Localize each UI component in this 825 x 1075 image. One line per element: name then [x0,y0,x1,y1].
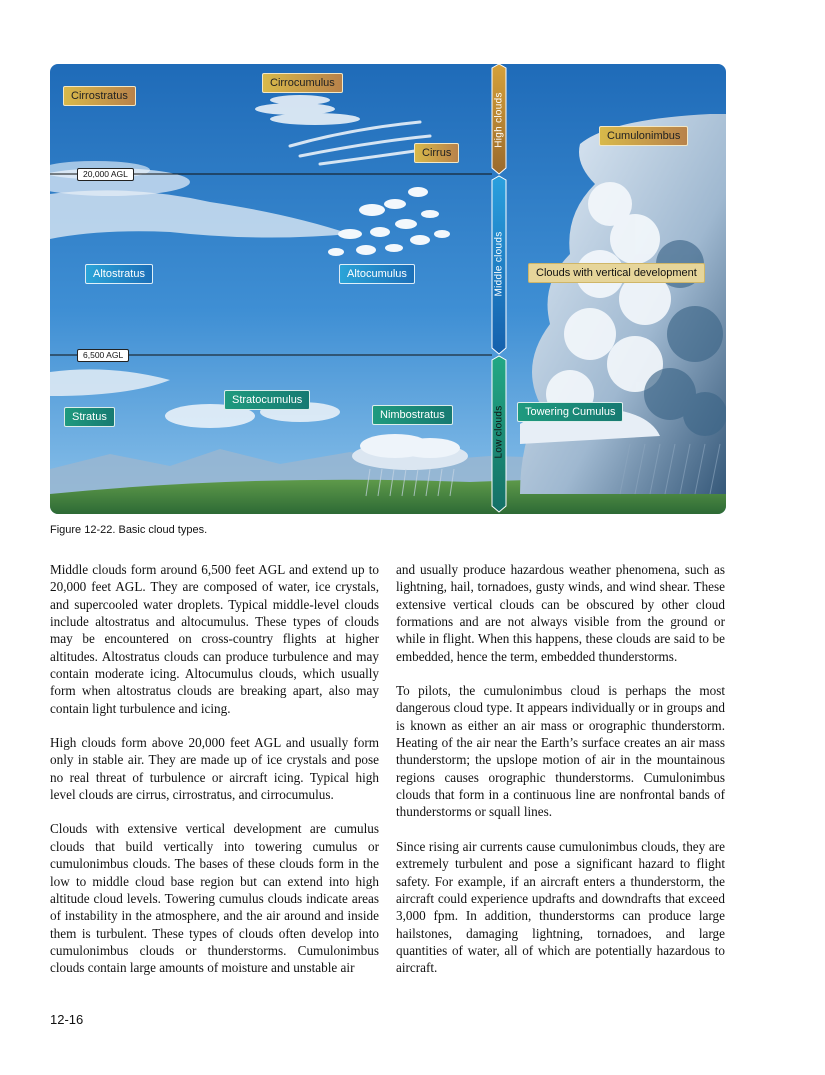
text-column-left [50,561,379,994]
label-nimbostratus: Nimbostratus [372,405,453,425]
label-cumulonimbus: Cumulonimbus [599,126,688,146]
label-cirrocumulus: Cirrocumulus [262,73,343,93]
label-stratocumulus: Stratocumulus [224,390,310,410]
agl-6500-marker: 6,500 AGL [77,349,129,362]
paragraph: To pilots, the cumulonimbus cloud is perhaps the most dangerous cloud type. It appears individually or in groups and is known as either an air mass or orographic thunderstorm. Heating of the air near the Earth’s surface creates an air mass thunderstorm; the upslope motion of air in the mountainous regions causes orographic thunderstorms. Cumulonimbus clouds that form in a continuous line are nonfrontal bands of thunderstorms or squall lines. [396,683,725,820]
paragraph: High clouds form above 20,000 feet AGL and usually form only in stable air. They are made up of ice crystals and pose no real threat of turbulence or aircraft icing. Typical high level clouds are cirrus, cirrostratus, and cirrocumulus. [50,735,379,803]
agl-20000-marker: 20,000 AGL [77,168,134,181]
page-number: 12-16 [50,1012,84,1027]
label-cirrostratus: Cirrostratus [63,86,136,106]
label-stratus: Stratus [64,407,115,427]
paragraph: Clouds with extensive vertical development are cumulus clouds that build vertically into towering cumulus or cumulonimbus clouds. The bases of these clouds form in the low to middle cloud base region but can extend into high altitude cloud levels. Towering cumulus clouds indicate areas of instability in the atmosphere, and the air around and inside them is turbulent. These types of clouds often develop into cumulonimbus clouds or thunderstorms. Cumulonimbus clouds contain large amounts of moisture and unstable air [50,821,379,976]
text-column-right [396,561,725,994]
label-cirrus: Cirrus [414,143,459,163]
paragraph: and usually produce hazardous weather phenomena, such as lightning, hail, tornadoes, gusty winds, and wind shear. These extensive vertical clouds can be obscured by other cloud formations and are not always visible from the ground or while in flight. When this happens, these clouds are said to be embedded, hence the term, embedded thunderstorms. [396,562,725,664]
cloud-types-figure: High clouds Middle clouds Low clouds 20,000 AGL 6,500 AGL Cirrostratus Cirrocumulus Cirrus Cumulonimbus Altostratus Altocumulus Clouds with vertical development Stratocumulus Stratus Nimbostratus Towering Cumulus [50,64,726,514]
figure-caption: Figure 12-22. Basic cloud types. [50,524,208,536]
label-altostratus: Altostratus [85,264,153,284]
label-towering-cumulus: Towering Cumulus [517,402,623,422]
paragraph: Since rising air currents cause cumulonimbus clouds, they are extremely turbulent and pose a significant hazard to flight safety. For example, if an aircraft enters a thunderstorm, the aircraft could experience updrafts and downdrafts that exceed 3,000 fpm. In addition, thunderstorms can produce large hailstones, damaging lightning, tornadoes, and large quantities of water, all of which are potentially hazardous to aircraft. [396,838,725,976]
label-vertical-development: Clouds with vertical development [528,263,705,283]
label-altocumulus: Altocumulus [339,264,415,284]
paragraph: Middle clouds form around 6,500 feet AGL and extend up to 20,000 feet AGL. They are composed of water, ice crystals, and supercooled water droplets. Typical middle-level clouds include altostratus and altocumulus. These types of clouds may be encountered on cross-country flights at higher altitudes. Altostratus clouds can produce turbulence and may contain moderate icing. Altocumulus clouds, which usually form when altostratus clouds are breaking apart, also may contain light turbulence and icing. [50,562,379,716]
